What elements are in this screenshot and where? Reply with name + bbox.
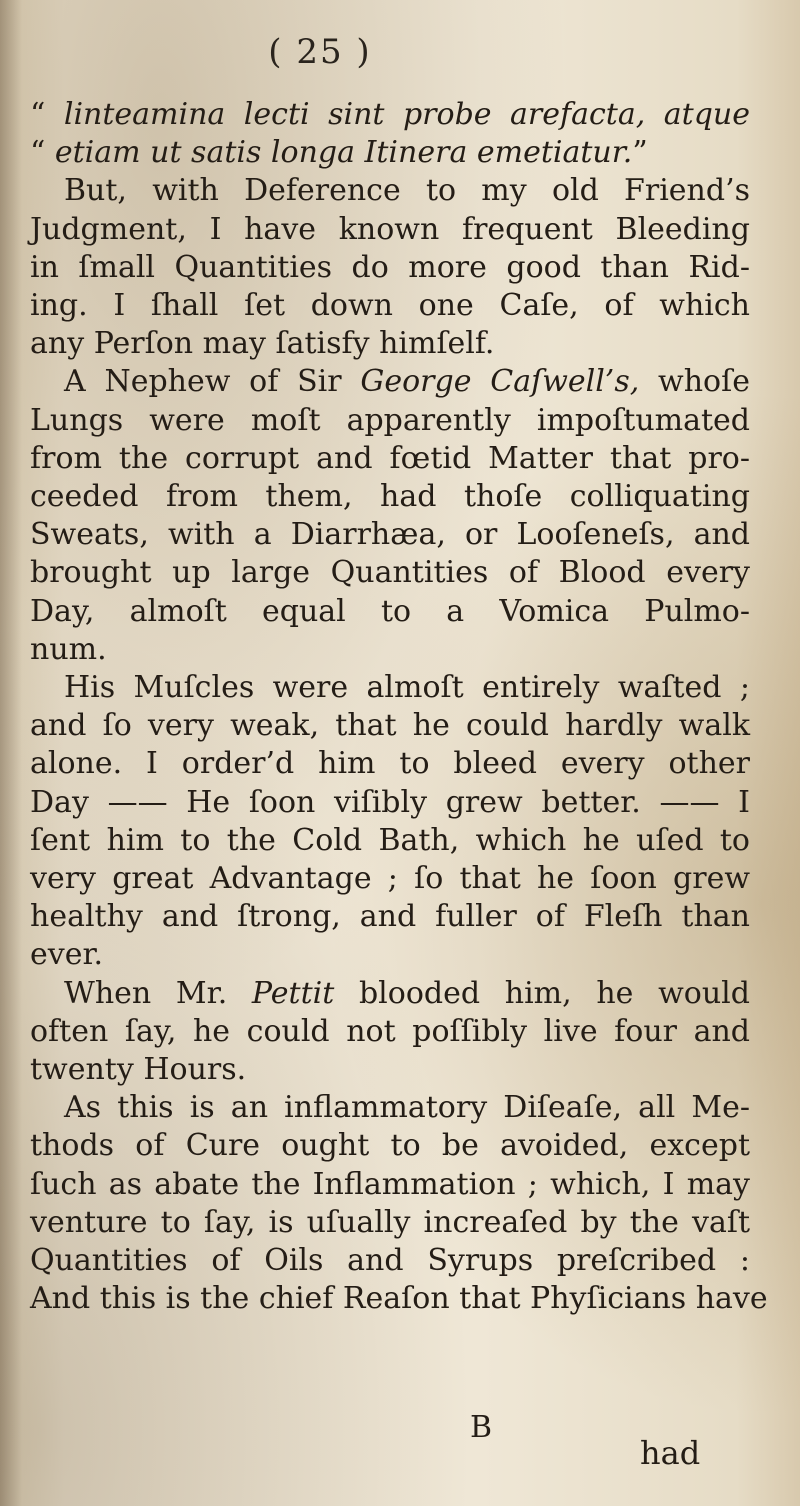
text-line: venture to ſay, is uſually increaſed by the vaſt bbox=[30, 1204, 750, 1240]
body-text bbox=[30, 96, 768, 1319]
text-line: ever. bbox=[30, 937, 104, 973]
text-line: very great Advantage ; ſo that he ſoon grew bbox=[30, 861, 750, 897]
text-line: Sweats, with a Diarrhæa, or Looſeneſs, and bbox=[30, 517, 750, 553]
text-line: His Muſcles were almoſt entirely waſted ; bbox=[64, 670, 750, 706]
text-line: healthy and ſtrong, and fuller of Fleſh than bbox=[30, 899, 750, 935]
text-line: thods of Cure ought to be avoided, except bbox=[30, 1128, 750, 1164]
text-line: When Mr. Pettit blooded him, he would bbox=[64, 975, 750, 1011]
page-number: ( 25 ) bbox=[268, 32, 372, 72]
catchword: had bbox=[640, 1434, 701, 1472]
text-line: ing. I ſhall ſet down one Caſe, of which bbox=[30, 288, 750, 324]
text-line: And this is the chief Reaſon that Phyſicians have bbox=[30, 1281, 768, 1317]
text-line: ceeded from them, had thoſe colliquating bbox=[30, 479, 750, 515]
text-line: alone. I order’d him to bleed every other bbox=[30, 746, 750, 782]
text-line: Quantities of Oils and Syrups preſcribed : bbox=[30, 1243, 750, 1279]
text-line: twenty Hours. bbox=[30, 1052, 247, 1088]
text-line: Lungs were moſt apparently impoſtumated bbox=[30, 402, 750, 438]
text-line: “ etiam ut satis longa Itinera emetiatur.” bbox=[30, 135, 648, 171]
text-line: Day —— He ſoon viſibly grew better. —— I bbox=[30, 784, 750, 820]
text-line: any Perſon may ſatisfy himſelf. bbox=[30, 326, 495, 362]
text-line: ſuch as abate the Inflammation ; which, I may bbox=[30, 1166, 750, 1202]
text-line: A Nephew of Sir George Caſwell’s, whoſe bbox=[64, 364, 750, 400]
text-line: As this is an inflammatory Diſeaſe, all Me- bbox=[64, 1090, 750, 1126]
text-line: “ linteamina lecti sint probe arefacta, atque bbox=[30, 97, 750, 132]
text-line: in ſmall Quantities do more good than Rid- bbox=[30, 249, 750, 285]
text-line: from the corrupt and fœtid Matter that pro- bbox=[30, 440, 750, 476]
text-line: Judgment, I have known frequent Bleeding bbox=[30, 211, 750, 247]
text-line: brought up large Quantities of Blood every bbox=[30, 555, 750, 591]
text-line: often ſay, he could not poſſibly live four and bbox=[30, 1013, 750, 1049]
text-line: But, with Deference to my old Friend’s bbox=[64, 173, 750, 209]
text-line: Day, almoſt equal to a Vomica Pulmo- bbox=[30, 593, 750, 629]
text-line: and ſo very weak, that he could hardly walk bbox=[30, 708, 750, 744]
signature-mark: B bbox=[470, 1410, 493, 1445]
text-line: num. bbox=[30, 631, 107, 667]
text-line: ſent him to the Cold Bath, which he uſed to bbox=[30, 822, 750, 858]
page-gutter-shadow bbox=[0, 0, 22, 1506]
